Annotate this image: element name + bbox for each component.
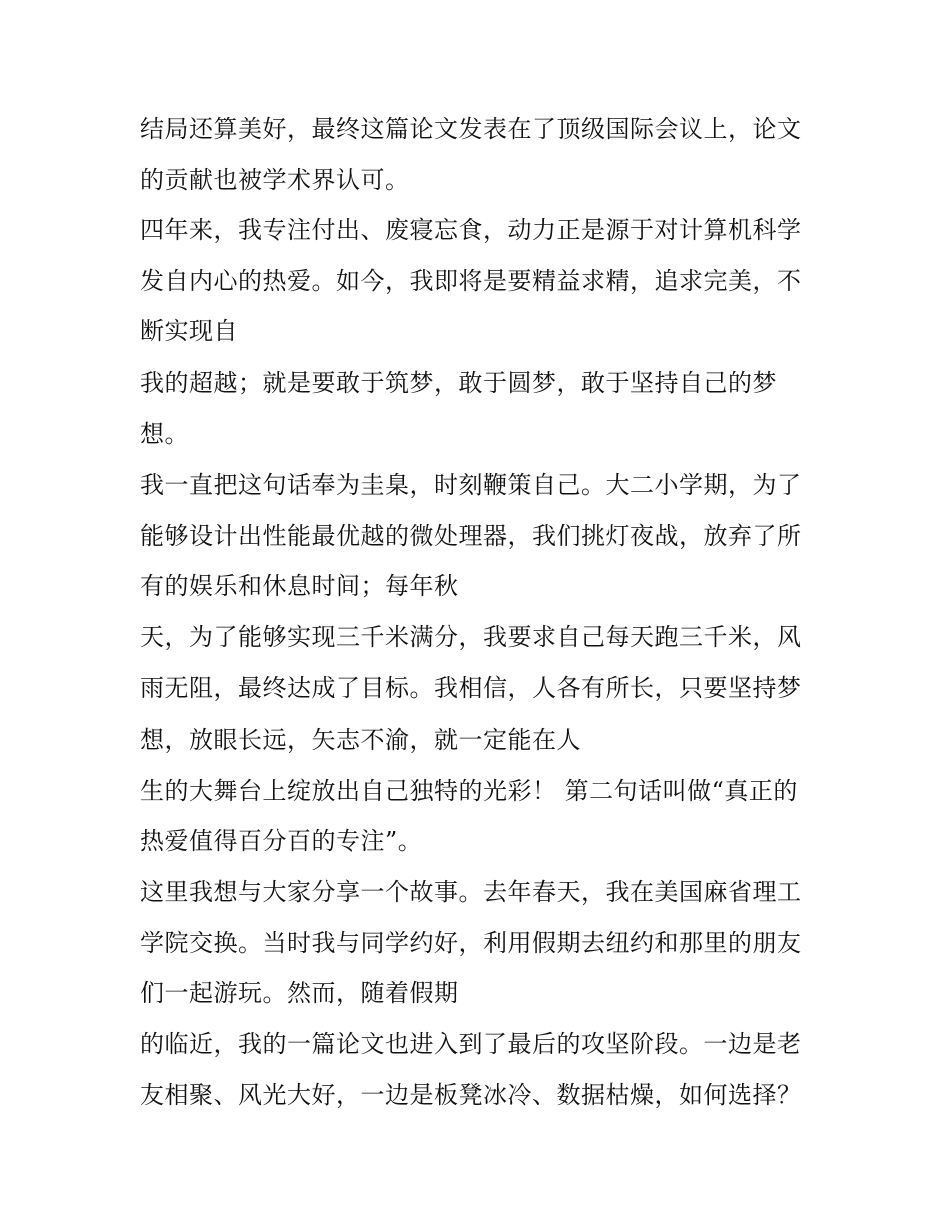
text-line-2: 的贡献也被学术界认可。 (140, 166, 410, 194)
text-line-7: 想。 (140, 420, 189, 448)
text-line-14: 生的大舞台上绽放出自己独特的光彩！ 第二句话叫做“真正的 (140, 777, 798, 805)
text-line-4: 发自内心的热爱。如今，我即将是要精益求精，追求完美，不 (140, 267, 802, 295)
text-line-15: 热爱值得百分百的专注”。 (140, 827, 423, 855)
text-line-13: 想，放眼长远，矢志不渝，就一定能在人 (140, 726, 581, 754)
text-line-17: 学院交换。当时我与同学约好，利用假期去纽约和那里的朋友 (140, 929, 802, 957)
text-line-3: 四年来，我专注付出、废寝忘食，动力正是源于对计算机科学 (140, 216, 802, 244)
text-line-16: 这里我想与大家分享一个故事。去年春天，我在美国麻省理工 (140, 878, 802, 906)
text-line-6: 我的超越；就是要敢于筑梦，敢于圆梦，敢于坚持自己的梦 (140, 369, 777, 397)
text-line-20: 友相聚、风光大好，一边是板凳冰冷、数据枯燥，如何选择？ (140, 1081, 802, 1109)
text-line-18: 们一起游玩。然而，随着假期 (140, 979, 459, 1007)
text-line-19: 的临近，我的一篇论文也进入到了最后的攻坚阶段。一边是老 (140, 1030, 802, 1058)
text-line-10: 有的娱乐和休息时间；每年秋 (140, 572, 459, 600)
text-line-8: 我一直把这句话奉为圭臬，时刻鞭策自己。大二小学期，为了 (140, 471, 802, 499)
text-line-1: 结局还算美好，最终这篇论文发表在了顶级国际会议上，论文 (140, 115, 802, 143)
text-line-5: 断实现自 (140, 317, 238, 345)
text-line-11: 天，为了能够实现三千米满分，我要求自己每天跑三千米，风 (140, 623, 802, 651)
text-line-12: 雨无阻，最终达成了目标。我相信，人各有所长，只要坚持梦 (140, 674, 802, 702)
text-line-9: 能够设计出性能最优越的微处理器，我们挑灯夜战，放弃了所 (140, 522, 802, 550)
